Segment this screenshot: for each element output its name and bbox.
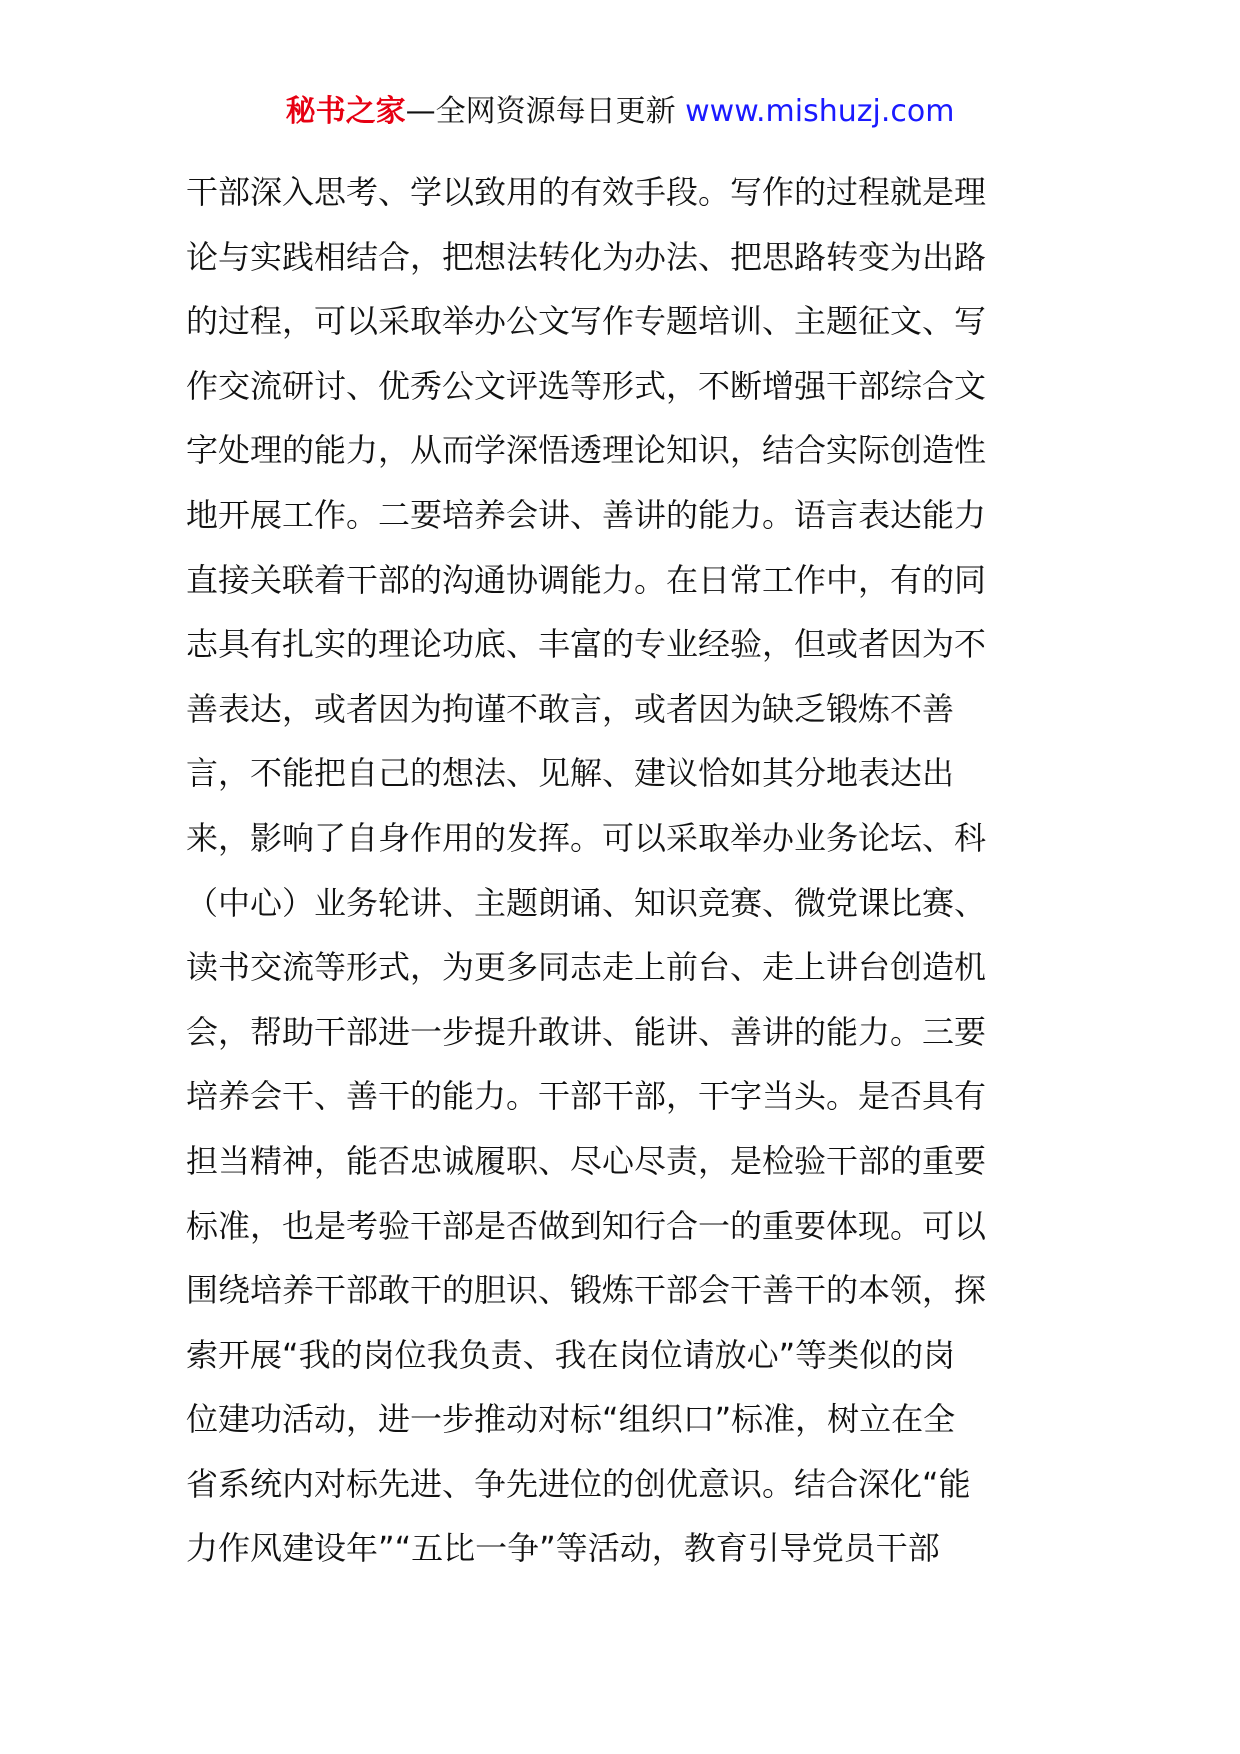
text-line: 位建功活动，进一步推动对标“组织口”标准，树立在全 bbox=[186, 1400, 956, 1439]
site-url-link[interactable]: www.mishuzj.com bbox=[685, 94, 955, 129]
site-brand: 秘书之家 bbox=[285, 94, 406, 129]
document-body bbox=[186, 160, 1066, 1581]
text-line: 善表达，或者因为拘谨不敢言，或者因为缺乏锻炼不善 bbox=[186, 689, 955, 728]
site-tagline: —全网资源每日更新 bbox=[405, 94, 686, 129]
text-line: 省系统内对标先进、争先进位的创优意识。结合深化“能 bbox=[186, 1464, 971, 1503]
text-line: 标准，也是考验干部是否做到知行合一的重要体现。可以 bbox=[186, 1206, 987, 1245]
text-line: 志具有扎实的理论功底、丰富的专业经验，但或者因为不 bbox=[186, 625, 987, 664]
text-line: 索开展“我的岗位我负责、我在岗位请放心”等类似的岗 bbox=[186, 1335, 956, 1374]
text-line: 力作风建设年”“五比一争”等活动，教育引导党员干部 bbox=[186, 1529, 940, 1568]
text-line: 地开展工作。二要培养会讲、善讲的能力。语言表达能力 bbox=[186, 495, 987, 534]
text-line: 言，不能把自己的想法、见解、建议恰如其分地表达出 bbox=[186, 754, 955, 793]
text-line: 干部深入思考、学以致用的有效手段。写作的过程就是理 bbox=[186, 173, 987, 211]
site-header bbox=[0, 92, 1240, 132]
text-line: 读书交流等形式，为更多同志走上前台、走上讲台创造机 bbox=[186, 948, 987, 987]
text-line: 会，帮助干部进一步提升敢讲、能讲、善讲的能力。三要 bbox=[186, 1012, 987, 1051]
text-line: 的过程，可以采取举办公文写作专题培训、主题征文、写 bbox=[186, 302, 987, 341]
text-line: 字处理的能力，从而学深悟透理论知识，结合实际创造性 bbox=[186, 431, 987, 470]
text-line: 培养会干、善干的能力。干部干部，干字当头。是否具有 bbox=[186, 1077, 987, 1116]
text-line: 作交流研讨、优秀公文评选等形式，不断增强干部综合文 bbox=[186, 366, 987, 405]
text-line: 论与实践相结合，把想法转化为办法、把思路转变为出路 bbox=[186, 237, 987, 276]
text-line: 围绕培养干部敢干的胆识、锻炼干部会干善干的本领，探 bbox=[186, 1271, 987, 1310]
text-line: 来，影响了自身作用的发挥。可以采取举办业务论坛、科 bbox=[186, 818, 987, 857]
text-line: 担当精神，能否忠诚履职、尽心尽责，是检验干部的重要 bbox=[186, 1141, 987, 1180]
text-line: （中心）业务轮讲、主题朗诵、知识竞赛、微党课比赛、 bbox=[186, 883, 987, 922]
text-line: 直接关联着干部的沟通协调能力。在日常工作中，有的同 bbox=[186, 560, 987, 599]
